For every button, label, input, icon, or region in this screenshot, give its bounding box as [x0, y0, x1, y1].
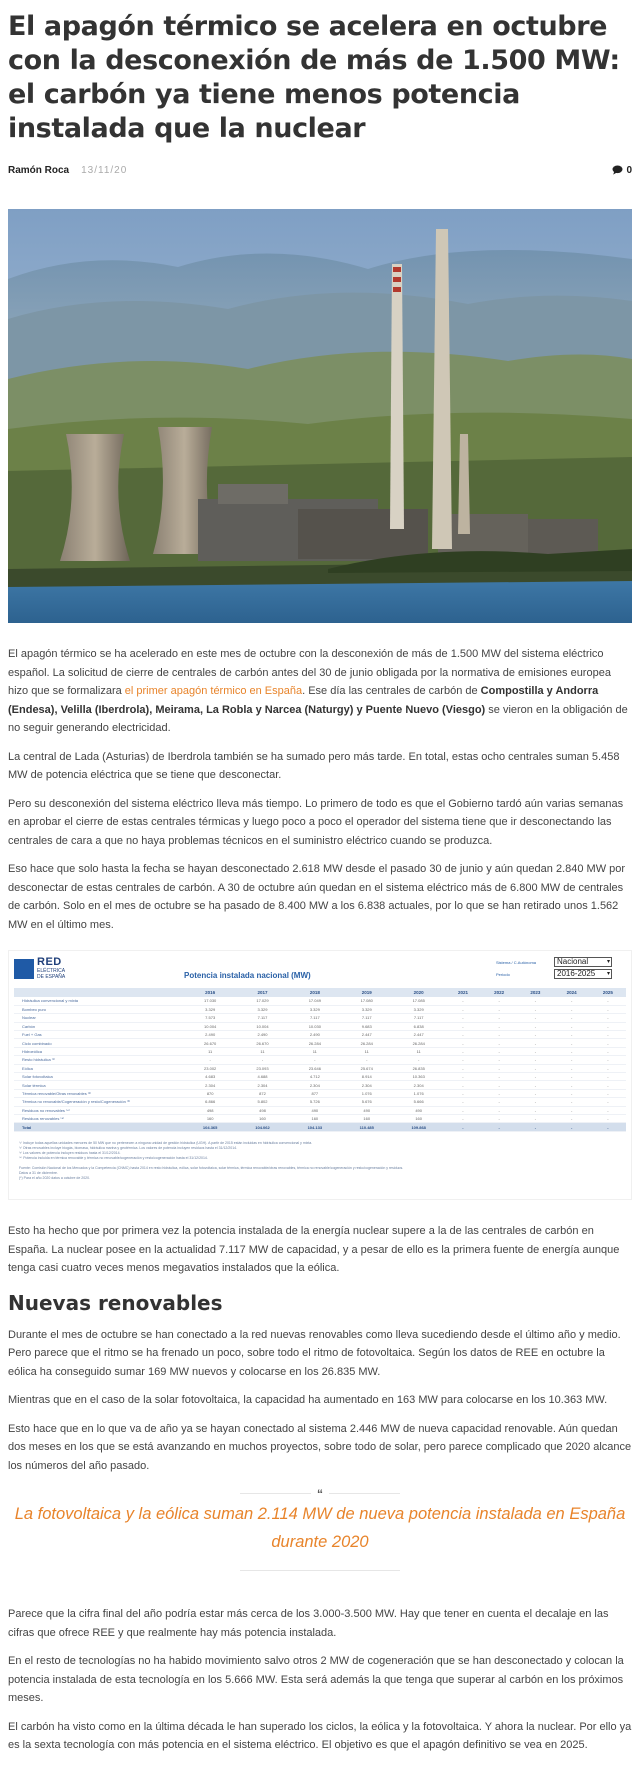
table-row-label: Solar fotovoltaica [14, 1073, 184, 1081]
period-select-label: Periodo [496, 971, 510, 977]
table-row [14, 1047, 626, 1055]
table-cell: - [590, 1047, 626, 1055]
table-total-cell: - [445, 1123, 481, 1131]
table-cell: 6.866 [184, 1098, 236, 1106]
table-cell: 4.688 [236, 1073, 288, 1081]
ree-data-table [14, 988, 626, 1132]
paragraph-5: Esto ha hecho que por primera vez la potencia instalada de la energía nuclear supere a la de las centrales de carbón en España. La nuclear posee en la actualidad 7.117 MW de capacidad, y a pesar de ello es la primera fuente de energía aunque tenga casi cuatro veces menos megavatios instalados que la eólica. [8, 1225, 620, 1274]
ree-logo [14, 957, 65, 980]
table-cell: 498 [236, 1106, 288, 1114]
table-row [14, 1064, 626, 1072]
table-cell: 7.573 [184, 1014, 236, 1022]
table-row [14, 1081, 626, 1089]
table-cell: 11 [341, 1047, 393, 1055]
table-cell: - [236, 1056, 288, 1064]
table-cell: - [481, 1031, 517, 1039]
table-cell: 877 [289, 1089, 341, 1097]
paragraph-3: Pero su desconexión del sistema eléctrico lleva más tiempo. Lo primero de todo es que el Gobierno tardó aún varias semanas en aprobar el cierre de estas centrales térmicas y luego poco a poco el operador del sistema tiene que ir desconectando las centrales de cara a que no haya problemas técnicos en el suministro eléctrico cuando se produzca. [8, 797, 624, 847]
table-header-year: 2022 [481, 988, 517, 997]
table-header-year: 2021 [445, 988, 481, 997]
table-cell: 4.712 [289, 1073, 341, 1081]
table-cell: 2.490 [184, 1031, 236, 1039]
table-cell: - [445, 1064, 481, 1072]
table-cell: - [517, 1014, 553, 1022]
table-cell: 490 [289, 1106, 341, 1114]
table-cell: 25.674 [341, 1064, 393, 1072]
table-cell: 1.076 [341, 1089, 393, 1097]
table-cell: 6.838 [393, 1022, 445, 1030]
table-header-blank [14, 988, 184, 997]
paragraph-9: Parece que la cifra final del año podría estar más cerca de los 3.000-3.500 MW. Hay que tener en cuenta el decalaje en las cifras que ofrece REE y que realmente hay más potencia instalada. [8, 1608, 609, 1639]
table-header-year: 2024 [554, 988, 590, 997]
table-cell: - [481, 1106, 517, 1114]
table-cell: 17.049 [289, 997, 341, 1005]
table-row [14, 1056, 626, 1064]
table-cell: 2.447 [393, 1031, 445, 1039]
table-cell: 160 [393, 1114, 445, 1122]
table-cell: 1.076 [393, 1089, 445, 1097]
paragraph-1-text-a: El apagón térmico se ha acelerado en este mes de octubre con la desconexión de más de 1.500 MW del sistema eléctrico español. La solicitud de cierre de centrales de carbón antes del 30 de junio obligada por la normativa de emisiones europea hizo que se formalizara [8, 648, 611, 697]
table-row [14, 1098, 626, 1106]
table-cell: - [481, 997, 517, 1005]
paragraph-1-text-b: . Ese día las centrales de carbón de [302, 685, 481, 697]
table-row [14, 1114, 626, 1122]
article-meta [8, 160, 632, 180]
paragraph-6: Durante el mes de octubre se han conectado a la red nuevas renovables como lleva sucediendo desde el último año y medio. Pero parece que el ritmo se ha frenado un poco, sobre todo el ritmo de fotovoltaica. Según los datos de REE en octubre la eólica ha conseguido sumar 169 MW nuevos y colocarse en los 26.835 MW. [8, 1328, 621, 1378]
table-cell: 26.670 [184, 1039, 236, 1047]
table-row [14, 1022, 626, 1030]
table-cell: - [554, 1056, 590, 1064]
table-cell: - [517, 1073, 553, 1081]
table-cell: 160 [341, 1114, 393, 1122]
paragraph-2: La central de Lada (Asturias) de Iberdrola también se ha sumado pero más tarde. En total, estas ocho centrales suman 5.458 MW de potencia eléctrica que se tiene que desconectar. [8, 750, 620, 781]
table-cell: - [445, 1073, 481, 1081]
table-row [14, 1106, 626, 1114]
table-cell: 2.490 [236, 1031, 288, 1039]
table-cell: 2.490 [289, 1031, 341, 1039]
table-cell: - [517, 1089, 553, 1097]
table-cell: - [481, 1014, 517, 1022]
table-row [14, 1073, 626, 1081]
table-cell: 3.329 [184, 1005, 236, 1013]
table-cell: - [481, 1022, 517, 1030]
table-row-label: Fuel + Gas [14, 1031, 184, 1039]
system-select-label: Sistema / C.Autónoma [496, 959, 537, 965]
table-cell: - [445, 1039, 481, 1047]
table-cell: 7.117 [393, 1014, 445, 1022]
table-row-label: Solar térmica [14, 1081, 184, 1089]
table-row [14, 997, 626, 1005]
paragraph-1-bold-plants: Compostilla y Andorra (Endesa), Velilla (Iberdrola), Meirama, La Robla y Narcea (Naturgy) y Puente Nuevo (Viesgo) [8, 685, 599, 716]
table-row-label: Residuos renovables ⁽⁴⁾ [14, 1114, 184, 1122]
table-cell: - [481, 1073, 517, 1081]
table-cell: - [445, 1031, 481, 1039]
table-header-year: 2017 [236, 988, 288, 997]
table-header-year: 2016 [184, 988, 236, 997]
table-cell: - [481, 1114, 517, 1122]
table-cell: 17.080 [341, 997, 393, 1005]
paragraph-1 [8, 645, 632, 738]
ree-logo-line-3: DE ESPAÑA [37, 974, 66, 980]
table-cell: - [481, 1047, 517, 1055]
table-cell: 490 [341, 1106, 393, 1114]
table-cell: 11 [289, 1047, 341, 1055]
table-cell: - [445, 1005, 481, 1013]
ree-selectors [496, 957, 612, 979]
table-cell: - [590, 1056, 626, 1064]
table-cell: - [393, 1056, 445, 1064]
paragraph-8: Esto hace que en lo que va de año ya se hayan conectado al sistema 2.446 MW de nueva capacidad renovable. Aún quedan dos meses en los que se está avanzando en muchos proyectos, sobre todo de solar, pero parece complicado que 2020 alcance los números del año pasado. [8, 1422, 632, 1472]
comments-count: 0 [626, 164, 632, 176]
table-cell: - [590, 997, 626, 1005]
table-cell: - [554, 997, 590, 1005]
table-cell: - [590, 1031, 626, 1039]
table-note: ⁽⁴⁾ Potencia incluida en térmica renovable y térmica no renovable/cogeneración y resto/cogeneración hasta el 31/12/2014. [19, 1156, 208, 1160]
quote-divider-top [240, 1487, 400, 1501]
hero-image-power-plant [8, 209, 632, 623]
table-cell: 870 [184, 1089, 236, 1097]
table-cell: - [554, 1014, 590, 1022]
table-cell: - [481, 1089, 517, 1097]
ree-table-notes [19, 1141, 619, 1181]
table-cell: - [590, 1089, 626, 1097]
paragraph-7: Mientras que en el caso de la solar fotovoltaica, la capacidad ha aumentado en 163 MW para colocarse en los 10.363 MW. [8, 1394, 608, 1406]
comment-bubble-icon [612, 165, 623, 175]
table-cell: - [481, 1056, 517, 1064]
table-cell: 5.666 [393, 1098, 445, 1106]
table-cell: 11 [393, 1047, 445, 1055]
table-cell: 17.085 [393, 997, 445, 1005]
link-primer-apagon-termico[interactable]: el primer apagón térmico en España [124, 685, 303, 697]
table-total-cell: 104.133 [289, 1123, 341, 1131]
table-cell: 10.363 [393, 1073, 445, 1081]
table-row [14, 1089, 626, 1097]
table-cell: 23.002 [184, 1064, 236, 1072]
table-cell: - [590, 1022, 626, 1030]
table-cell: - [590, 1039, 626, 1047]
table-cell: 160 [236, 1114, 288, 1122]
table-cell: 11 [184, 1047, 236, 1055]
ree-logo-line-2: ELÉCTRICA [37, 968, 66, 974]
table-cell: - [554, 1073, 590, 1081]
table-cell: - [554, 1098, 590, 1106]
table-cell: - [445, 1089, 481, 1097]
table-total-cell: 109.868 [393, 1123, 445, 1131]
table-cell: - [445, 1022, 481, 1030]
table-total-cell: - [554, 1123, 590, 1131]
ree-table-title: Potencia instalada nacional (MW) [184, 971, 311, 980]
paragraph-4: Eso hace que solo hasta la fecha se hayan desconectado 2.618 MW desde el pasado 30 de junio y aún quedan 2.840 MW por desconectar de estas centrales de carbón. A 30 de octubre aún quedan en el sistema eléctrico más de 6.800 MW de centrales de carbón. Solo en el mes de octubre se ha pasado de 8.400 MW a los 6.838 actuales, por lo que se han retirado unos 1.562 MW en el último mes. [8, 863, 626, 931]
table-cell: 7.117 [289, 1014, 341, 1022]
table-cell: - [554, 1031, 590, 1039]
table-cell: 26.670 [236, 1039, 288, 1047]
table-cell: 5.802 [236, 1098, 288, 1106]
table-cell: - [590, 1106, 626, 1114]
table-cell: - [184, 1056, 236, 1064]
table-cell: 10.030 [289, 1022, 341, 1030]
table-cell: - [554, 1005, 590, 1013]
table-cell: 160 [184, 1114, 236, 1122]
table-cell: - [517, 1106, 553, 1114]
table-cell: - [517, 1047, 553, 1055]
table-row [14, 1039, 626, 1047]
table-row [14, 1031, 626, 1039]
table-row-label: Residuos no renovables ⁽⁴⁾ [14, 1106, 184, 1114]
table-cell: 3.329 [393, 1005, 445, 1013]
table-row-label: Hidroeólica [14, 1047, 184, 1055]
table-cell: - [517, 1022, 553, 1030]
table-note: ⁽²⁾ Otras renovables incluye biogás, biomasa, hidráulica marina y geotérmica. Los valores de potencia incluyen residuos hasta el 31/12/2014. [19, 1146, 238, 1150]
table-row [14, 1014, 626, 1022]
quote-divider-bottom [240, 1570, 400, 1571]
period-select: 2016-2025 ▾ [554, 969, 612, 979]
table-cell: 17.030 [184, 997, 236, 1005]
table-cell: - [590, 1098, 626, 1106]
table-total-label: Total [14, 1123, 184, 1131]
table-cell: 7.117 [341, 1014, 393, 1022]
power-plant-photo [8, 209, 632, 623]
table-cell: - [517, 1031, 553, 1039]
table-header-year: 2018 [289, 988, 341, 997]
table-note: Datos a 31 de diciembre. [19, 1171, 58, 1175]
table-cell: - [590, 1073, 626, 1081]
table-header-year: 2025 [590, 988, 626, 997]
table-cell: 872 [236, 1089, 288, 1097]
table-total-cell: 104.365 [184, 1123, 236, 1131]
section-heading-nuevas-renovables: Nuevas renovables [8, 1290, 223, 1315]
table-cell: - [481, 1005, 517, 1013]
table-header-year: 2019 [341, 988, 393, 997]
table-cell: - [445, 1081, 481, 1089]
table-cell: 26.284 [289, 1039, 341, 1047]
ree-logo-line-1: RED [37, 956, 62, 968]
table-cell: 160 [289, 1114, 341, 1122]
table-cell: - [341, 1056, 393, 1064]
table-cell: - [554, 1047, 590, 1055]
comments-link[interactable] [612, 165, 632, 176]
table-total-cell: 110.485 [341, 1123, 393, 1131]
table-total-cell: - [517, 1123, 553, 1131]
table-cell: - [517, 1114, 553, 1122]
table-cell: 23.093 [236, 1064, 288, 1072]
table-cell: - [590, 1114, 626, 1122]
table-cell: - [517, 1005, 553, 1013]
table-cell: - [554, 1081, 590, 1089]
table-cell: 2.304 [184, 1081, 236, 1089]
table-total-cell: - [481, 1123, 517, 1131]
table-row-label: Carbón [14, 1022, 184, 1030]
table-note: ⁽¹⁾ Incluye todas aquellas unidades menores de 50 MW que no pertenecen a ninguna unidad de gestión hidráulica (UGH). A partir de 2015 están incluidas en hidráulica convencional y mixta. [19, 1141, 313, 1145]
table-cell: - [517, 1064, 553, 1072]
table-cell: 4.683 [184, 1073, 236, 1081]
quote-mark-icon: “ [311, 1487, 329, 1501]
table-cell: - [554, 1089, 590, 1097]
table-cell: 2.304 [341, 1081, 393, 1089]
table-cell: 26.284 [393, 1039, 445, 1047]
table-cell: - [590, 1081, 626, 1089]
table-cell: - [554, 1114, 590, 1122]
table-cell: 3.329 [341, 1005, 393, 1013]
table-note: (*) Para el año 2020 datos a octubre de 2020. [19, 1176, 91, 1180]
table-row-label: Ciclo combinado [14, 1039, 184, 1047]
table-cell: - [590, 1014, 626, 1022]
publish-date: 13/11/20 [81, 164, 128, 176]
table-row-label: Nuclear [14, 1014, 184, 1022]
table-cell: 23.646 [289, 1064, 341, 1072]
table-cell: - [517, 1081, 553, 1089]
table-row-label: Bombeo puro [14, 1005, 184, 1013]
table-cell: 5.676 [341, 1098, 393, 1106]
table-header-year: 2020 [393, 988, 445, 997]
table-row-label: Hidráulica convencional y mixta [14, 997, 184, 1005]
table-cell: - [445, 1056, 481, 1064]
table-cell: 5.726 [289, 1098, 341, 1106]
table-header-year: 2023 [517, 988, 553, 997]
table-cell: - [481, 1098, 517, 1106]
table-cell: - [554, 1039, 590, 1047]
table-cell: - [481, 1064, 517, 1072]
table-cell: - [445, 1047, 481, 1055]
table-cell: - [481, 1039, 517, 1047]
article-title: El apagón térmico se acelera en octubre con la desconexión de más de 1.500 MW: el carbón ya tiene menos potencia instalada que la nuclear [8, 11, 620, 144]
ree-installed-power-table-image [8, 950, 632, 1200]
table-cell: - [517, 1098, 553, 1106]
table-cell: - [517, 997, 553, 1005]
table-cell: - [517, 1056, 553, 1064]
table-cell: 17.029 [236, 997, 288, 1005]
ree-logo-mark [14, 959, 34, 979]
table-cell: 2.304 [236, 1081, 288, 1089]
paragraph-11: El carbón ha visto como en la última década le han superado los ciclos, la eólica y la fotovoltaica. Y ahora la nuclear. Por ello ya es la sexta tecnología con más potencia en el sistema eléctrico. El objetivo es que el apagón definitivo se vea en 2025. [8, 1720, 632, 1751]
table-cell: - [445, 1098, 481, 1106]
table-cell: 3.329 [289, 1005, 341, 1013]
table-total-cell: - [590, 1123, 626, 1131]
table-row-label: Térmica renovable/Otras renovables ⁽²⁾ [14, 1089, 184, 1097]
table-cell: - [554, 1106, 590, 1114]
system-select: Nacional ▾ [554, 957, 612, 967]
table-cell: 3.329 [236, 1005, 288, 1013]
table-cell: - [445, 1014, 481, 1022]
table-cell: - [289, 1056, 341, 1064]
table-total-row [14, 1123, 626, 1131]
author-name[interactable]: Ramón Roca [8, 164, 70, 176]
table-cell: - [590, 1064, 626, 1072]
table-row [14, 1005, 626, 1013]
table-cell: 11 [236, 1047, 288, 1055]
ree-table-header [14, 955, 626, 983]
table-cell: - [554, 1064, 590, 1072]
table-cell: - [481, 1081, 517, 1089]
table-row-label: Eólica [14, 1064, 184, 1072]
table-cell: 7.117 [236, 1014, 288, 1022]
table-cell: 26.284 [341, 1039, 393, 1047]
table-cell: - [445, 997, 481, 1005]
table-cell: 498 [184, 1106, 236, 1114]
table-cell: 9.683 [341, 1022, 393, 1030]
table-cell: - [517, 1039, 553, 1047]
table-cell: 2.304 [393, 1081, 445, 1089]
pull-quote-block [8, 1487, 632, 1571]
table-note: Fuente: Comisión Nacional de los Mercados y la Competencia (CNMC) hasta 2014 en resto hidráulica, eólica, solar fotovoltaica, solar térmica, térmica renovable/otras renovables, térmica no renovable/cogeneración y resto/cogeneración y residuos. [19, 1166, 404, 1170]
table-cell: 8.914 [341, 1073, 393, 1081]
paragraph-10: En el resto de tecnologías no ha habido movimiento salvo otros 2 MW de cogeneración que se han desconectado y colocan la potencia instalada de esta tecnología en los 5.666 MW. Esta será además la que tenga que superar al carbón en los próximos meses. [8, 1655, 624, 1704]
table-cell: - [590, 1005, 626, 1013]
pull-quote: La fotovoltaica y la eólica suman 2.114 MW de nueva potencia instalada en España durante 2020 [14, 1505, 626, 1551]
table-row-label: Térmica no renovable/Cogeneración y resto/Cogeneración ⁽³⁾ [14, 1098, 184, 1106]
table-row-label: Resto hidráulica ⁽¹⁾ [14, 1056, 184, 1064]
paragraph-1-text-c: se vieron en la obligación de no seguir generando electricidad. [8, 703, 628, 734]
table-total-cell: 104.062 [236, 1123, 288, 1131]
table-note: ⁽³⁾ Los valores de potencia incluyen residuos hasta el 31/12/2014. [19, 1151, 121, 1155]
table-cell: 10.004 [184, 1022, 236, 1030]
table-cell: - [445, 1114, 481, 1122]
table-cell: 2.447 [341, 1031, 393, 1039]
table-cell: - [554, 1022, 590, 1030]
table-cell: 2.304 [289, 1081, 341, 1089]
table-cell: 10.004 [236, 1022, 288, 1030]
table-cell: 26.835 [393, 1064, 445, 1072]
table-cell: 490 [393, 1106, 445, 1114]
table-cell: - [445, 1106, 481, 1114]
